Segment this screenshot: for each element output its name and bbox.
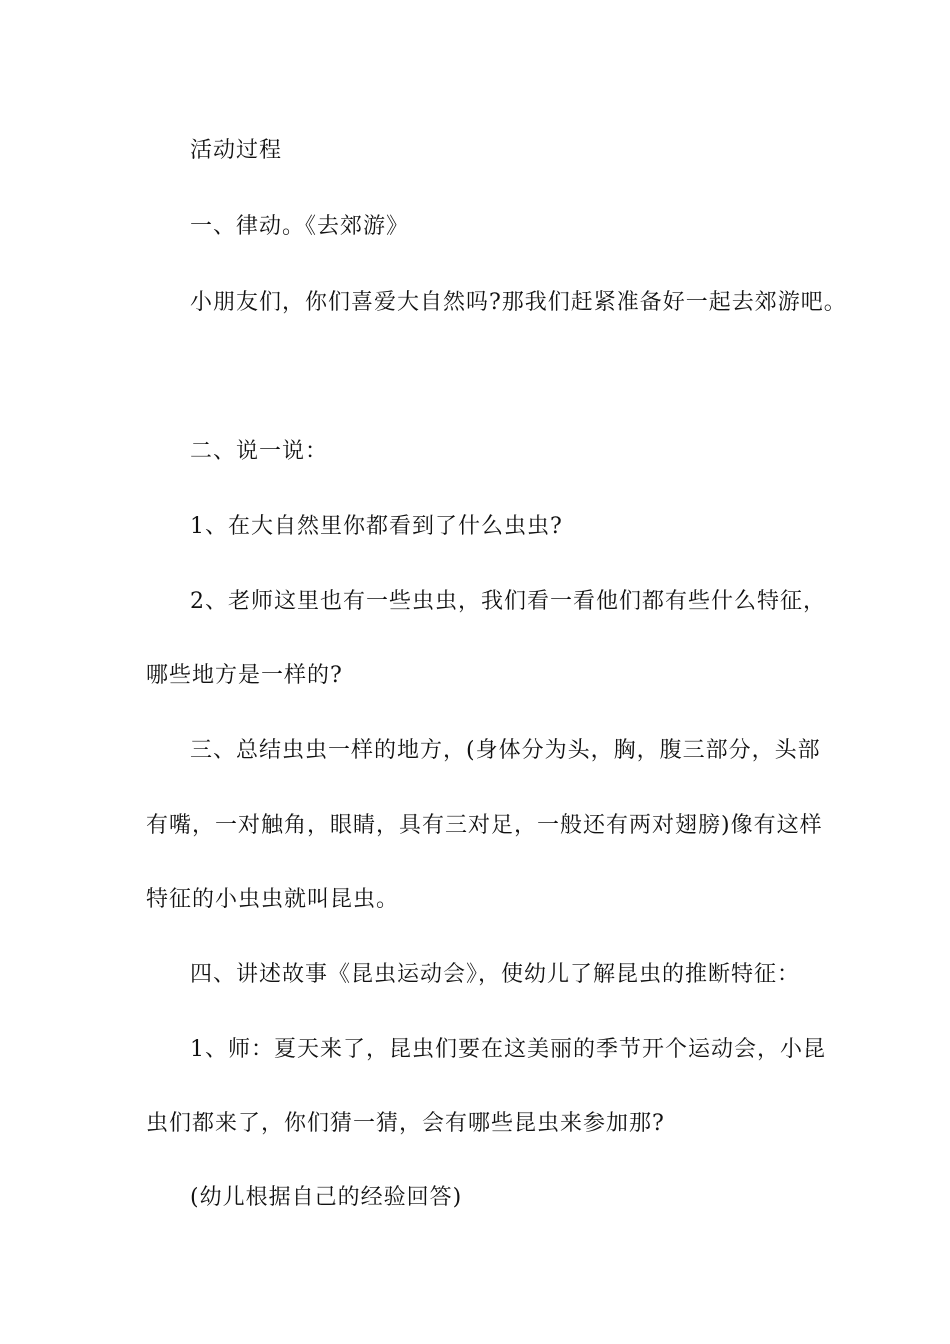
section-heading-talk: 二、说一说： (190, 439, 329, 464)
paragraph-line: 有嘴，一对触角，眼睛，具有三对足，一般还有两对翅膀)像有这样 (146, 813, 823, 838)
note-children-answer: (幼儿根据自己的经验回答) (190, 1185, 463, 1210)
list-item-2-continuation: 哪些地方是一样的? (146, 663, 343, 688)
section-heading-summary: 三、总结虫虫一样的地方，(身体分为头，胸，腹三部分，头部 (190, 738, 821, 763)
section-heading-activity-process: 活动过程 (190, 138, 283, 163)
paragraph-line: 特征的小虫虫就叫昆虫。 (146, 887, 400, 912)
list-item-teacher: 1、师：夏天来了，昆虫们要在这美丽的季节开个运动会，小昆 (190, 1037, 826, 1062)
paragraph-line: 小朋友们，你们喜爱大自然吗?那我们赶紧准备好一起去郊游吧。 (190, 290, 847, 315)
list-item-2: 2、老师这里也有一些虫虫，我们看一看他们都有些什么特征， (190, 589, 826, 614)
section-heading-story: 四、讲述故事《昆虫运动会》，使幼儿了解昆虫的推断特征： (190, 962, 801, 987)
section-heading-rhythm: 一、律动。《去郊游》 (190, 214, 410, 239)
list-item-1: 1、在大自然里你都看到了什么虫虫? (190, 514, 563, 539)
list-item-teacher-continuation: 虫们都来了，你们猜一猜，会有哪些昆虫来参加那? (146, 1111, 665, 1136)
